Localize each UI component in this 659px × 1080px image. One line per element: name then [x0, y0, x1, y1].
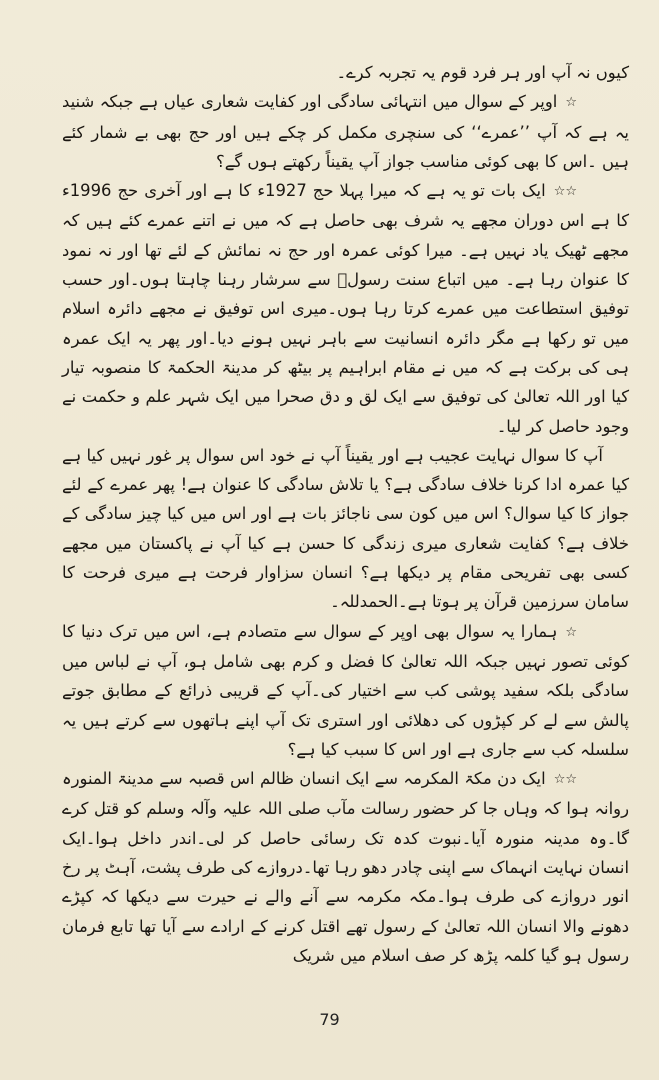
paragraph-1: [62, 58, 629, 87]
paragraph-text: کیوں نہ آپ اور ہر فرد قوم یہ تجربہ کرے۔: [336, 63, 629, 82]
paragraph-text: ایک بات تو یہ ہے کہ میرا پہلا حج 1927ء کا ہے اور آخری حج 1996ء کا ہے اس دوران مجھے یہ شرف بھی حاصل ہے کہ میں نے اتنے عمرے کئے ہیں کہ مجھے ٹھیک یاد نہیں ہے۔ میرا کوئی عمرہ اور حج نہ نمائش کے لئے تھا اور نہ نمود کا عنوان رہا ہے۔ میں اتباع سنت رسولؐ سے سرشار رہنا چاہتا ہوں۔اور حسب توفیق استطاعت میں عمرے کرتا رہا ہوں۔میری اس توفیق نے مجھے دائرہ اسلام میں تو رکھا ہے مگر دائرہ انسانیت سے باہر نہیں ہونے دیا۔اور پھر یہ ایک عمرہ ہی کی برکت ہے کہ میں نے مقام ابراہیم پر بیٹھ کر مدینۃ الحکمۃ کا منصوبہ تیار کیا اور اللہ تعالیٰ کی توفیق سے ایک لق و دق صحرا میں ایک شہر علم و حکمت نے وجود حاصل کر لیا۔: [62, 181, 629, 436]
paragraph-6: [62, 764, 629, 970]
paragraph-text: اوپر کے سوال میں انتہائی سادگی اور کفایت شعاری عیاں ہے جبکہ شنید یہ ہے کہ آپ ’’عمرے‘‘ کی سنچری مکمل کر چکے ہیں اور حج بھی بے شمار کئے ہیں ۔اس کا بھی کوئی مناسب جواز آپ یقیناً رکھتے ہوں گے؟: [62, 92, 629, 171]
paragraph-4: [62, 441, 629, 617]
urdu-text-body: [62, 58, 629, 970]
paragraph-text: ہمارا یہ سوال بھی اوپر کے سوال سے متصادم ہے، اس میں ترک دنیا کا کوئی تصور نہیں جبکہ اللہ تعالیٰ کا فضل و کرم بھی شامل ہو، آپ نے لباس میں سادگی بلکہ سفید پوشی کب سے اختیار کی۔آپ کے قریبی ذرائع کے مطابق جوتے پالش سے لے کر کپڑوں کی دھلائی اور استری تک آپ اپنے ہاتھوں سے کرتے ہیں یہ سلسلہ کب سے جاری ہے اور اس کا سبب کیا ہے؟: [62, 621, 629, 759]
star-icon: ☆: [565, 95, 577, 111]
double-star-icon: ☆☆: [553, 184, 577, 200]
paragraph-5: [62, 617, 629, 764]
paragraph-text: ایک دن مکۃ المکرمہ سے ایک انسان ظالم اس قصبہ سے مدینۃ المنورہ روانہ ہوا کہ وہاں جا کر حضور رسالت مآب صلی اللہ علیہ وآلہ وسلم کو قتل کرے گا۔وہ مدینہ منورہ آیا۔نبوت کدہ تک رسائی حاصل کر لی۔اندر داخل ہوا۔ایک انسان نہایت انہماک سے اپنی چادر دھو رہا تھا۔دروازے کی طرف پشت، آہٹ پر رخ انور دروازے کی طرف ہوا۔مکہ مکرمہ سے آنے والے نے حیرت سے دیکھا کہ کپڑے دھونے والا انسان اللہ تعالیٰ کے رسول تھے اقتل کرنے کے ارادے سے آیا تھا تابع فرمان رسول ہو گیا کلمہ پڑھ کر صف اسلام میں شریک: [62, 769, 629, 965]
paragraph-3: [62, 176, 629, 441]
paragraph-text: آپ کا سوال نہایت عجیب ہے اور یقیناً آپ نے خود اس سوال پر غور نہیں کیا ہے کیا عمرہ ادا کرنا خلاف سادگی ہے؟ یا تلاش سادگی کا عنوان ہے! پھر عمرے کے لئے جواز کا کیا سوال؟ اس میں کون سی ناجائز بات ہے اور اس میں کیا چیز سادگی کے خلاف ہے؟ کفایت شعاری میری زندگی کا حسن ہے کیا آپ نے پاکستان میں مجھے کسی بھی تفریحی مقام پر دیکھا ہے؟ انسان سزاوار فرحت ہے میری فرحت کا سامان سرزمین قرآن پر ہوتا ہے۔الحمدللہ۔: [62, 445, 629, 612]
double-star-icon: ☆☆: [553, 772, 577, 788]
page-number: 79: [319, 1010, 340, 1029]
star-icon: ☆: [565, 624, 577, 640]
paragraph-2: [62, 87, 629, 176]
